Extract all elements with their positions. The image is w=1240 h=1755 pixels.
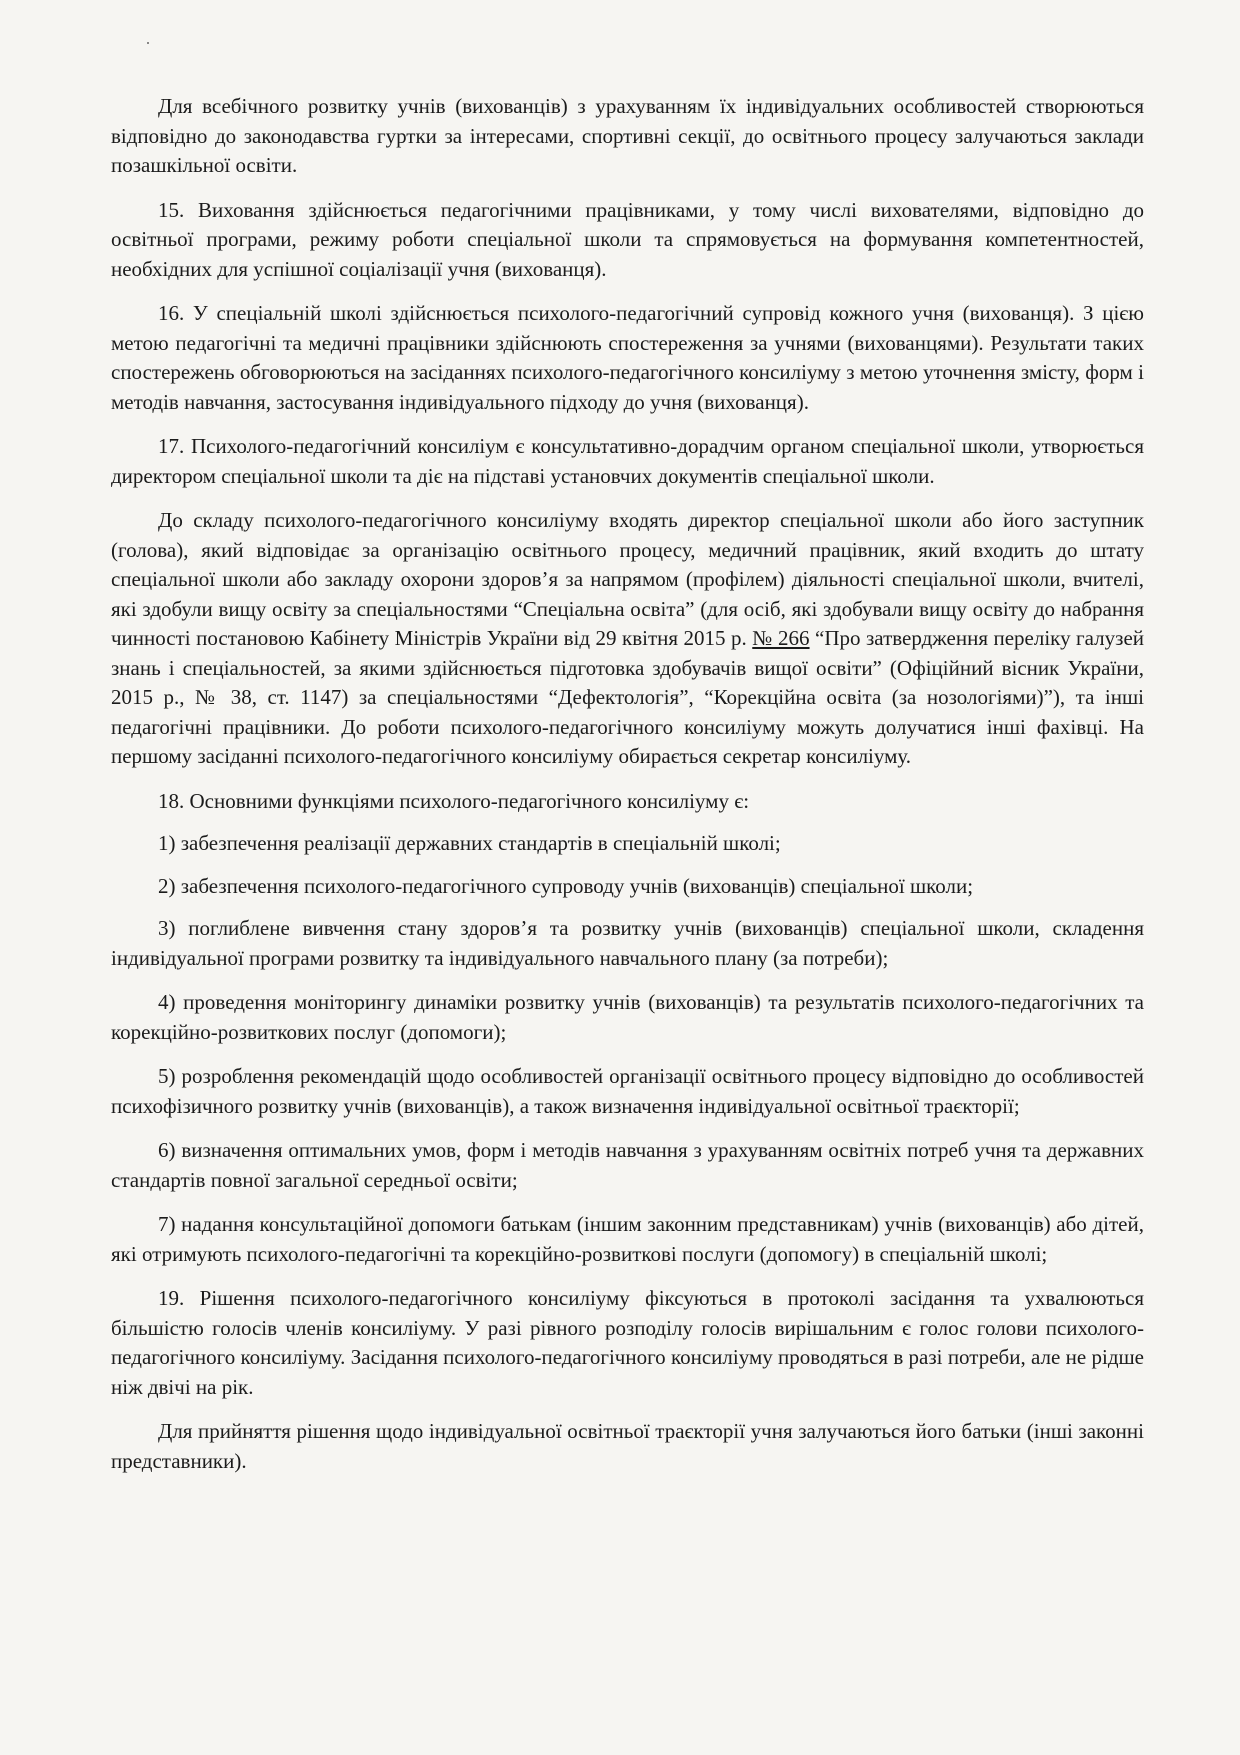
paragraph-19: 19. Рішення психолого-педагогічного консиліуму фіксуються в протоколі засідання та ухвалюються більшістю голосів членів консиліуму. У разі рівного розподілу голосів вирішальним є голос голови психолого-педагогічного консиліуму. Засідання психолого-педагогічного консиліуму проводяться в разі потреби, але не рідше ніж двічі на рік. <box>111 1286 1144 1399</box>
paragraph-council-composition <box>111 506 1144 772</box>
function-item-6: 6) визначення оптимальних умов, форм і методів навчання з урахуванням освітніх потреб учня та державних стандартів повної загальної середньої освіти; <box>111 1138 1144 1192</box>
paragraph-16: 16. У спеціальній школі здійснюється психолого-педагогічний супровід кожного учня (вихованця). З цією метою педагогічні та медичні працівники здійснюють спостереження за учнями (вихованцями). Результати таких спостережень обговорюються на засіданнях психолого-педагогічного консиліуму з метою уточнення змісту, форм і методів навчання, застосування індивідуального підходу до учня (вихованця). <box>111 301 1144 414</box>
document-body <box>111 92 1144 1491</box>
council-composition-text-1: До складу психолого-педагогічного консиліуму входять директор спеціальної школи або його заступник (голова), який відповідає за організацію освітнього процесу, медичний працівник, який входить до штату спеціальної школи або закладу охорони здоров’я за напрямом (профілем) діяльності спеціальної школи, вчителі, які здобули вищу освіту за спеціальностями “Спеціальна освіта” (для осіб, які здобували вищу освіту до набрання чинності постановою Кабінету Міністрів України від 29 квітня 2015 р. <box>111 508 1144 650</box>
scan-speck <box>147 42 149 44</box>
paragraph-intro: Для всебічного розвитку учнів (вихованців) з урахуванням їх індивідуальних особливостей створюються відповідно до законодавства гуртки за інтересами, спортивні секції, до освітнього процесу залучаються заклади позашкільної освіти. <box>111 94 1144 177</box>
function-item-4: 4) проведення моніторингу динаміки розвитку учнів (вихованців) та результатів психолого-педагогічних та корекційно-розвиткових послуг (допомоги); <box>111 990 1144 1044</box>
paragraph-15: 15. Виховання здійснюється педагогічними працівниками, у тому числі вихователями, відповідно до освітньої програми, режиму роботи спеціальної школи та спрямовується на формування компетентностей, необхідних для успішної соціалізації учня (вихованця). <box>111 197 1144 281</box>
function-item-2: 2) забезпечення психолого-педагогічного супроводу учнів (вихованців) спеціальної школи; <box>158 873 974 898</box>
function-item-3: 3) поглиблене вивчення стану здоров’я та розвитку учнів (вихованців) спеціальної школи, складення індивідуальної програми розвитку та індивідуального навчального плану (за потреби); <box>111 916 1144 970</box>
paragraph-closing: Для прийняття рішення щодо індивідуальної освітньої траєкторії учня залучаються його батьки (інші законні представники). <box>111 1419 1144 1473</box>
council-composition-text-2: “Про затвердження переліку галузей знань і спеціальностей, за якими здійснюється підготовка здобувачів вищої освіти” (Офіційний вісник України, 2015 р., № 38, ст. 1147) за спеціальностями “Дефектологія”, “Корекційна освіта (за нозологіями)”), та інші педагогічні працівники. До роботи психолого-педагогічного консиліуму можуть долучатися інші фахівці. На першому засіданні психолого-педагогічного консиліуму обирається секретар консиліуму. <box>111 626 1145 768</box>
function-item-7: 7) надання консультаційної допомоги батькам (іншим законним представникам) учнів (вихованців) або дітей, які отримують психолого-педагогічні та корекційно-розвиткові послуги (допомогу) в спеціальній школі; <box>111 1212 1144 1266</box>
paragraph-18-heading: 18. Основними функціями психолого-педагогічного консиліуму є: <box>158 788 750 813</box>
resolution-266-link[interactable]: № 266 <box>752 626 810 650</box>
function-item-5: 5) розроблення рекомендацій щодо особливостей організації освітнього процесу відповідно до особливостей психофізичного розвитку учнів (вихованців), а також визначення індивідуальної освітньої траєкторії; <box>111 1064 1144 1118</box>
function-item-1: 1) забезпечення реалізації державних стандартів в спеціальній школі; <box>158 831 781 855</box>
paragraph-17: 17. Психолого-педагогічний консиліум є консультативно-дорадчим органом спеціальної школи, утворюється директором спеціальної школи та діє на підставі установчих документів спеціальної школи. <box>111 434 1144 488</box>
